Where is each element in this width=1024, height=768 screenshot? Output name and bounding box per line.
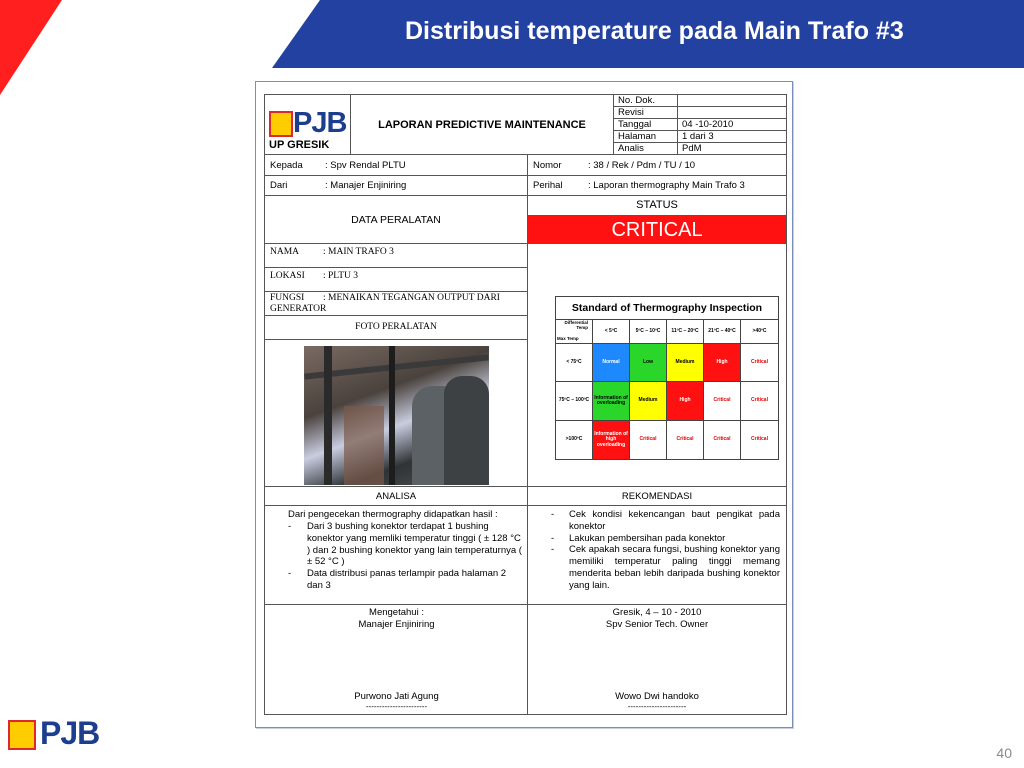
- rekomendasi-item: [551, 544, 780, 591]
- meta-value-analis: PdM: [682, 143, 702, 154]
- status-cell: Medium: [667, 344, 704, 382]
- dari-label: Dari: [270, 180, 288, 191]
- lightning-icon: [8, 720, 36, 750]
- nama-row: [265, 244, 528, 268]
- rekomendasi-item-text: Lakukan pembersihan pada konektor: [569, 532, 726, 544]
- corner-top-label: Differential Temp: [564, 320, 588, 330]
- meta-label-halaman: Halaman: [614, 131, 678, 143]
- photo-tank: [444, 376, 489, 485]
- thermo-corner: [556, 320, 593, 344]
- nama-label: NAMA: [270, 247, 300, 257]
- logo-sub: UP GRESIK: [269, 139, 330, 151]
- meta-value-no-dok: [678, 95, 786, 107]
- photo-wall: [344, 406, 384, 485]
- left-signature-block: [265, 605, 528, 714]
- meta-label-revisi: Revisi: [614, 107, 678, 119]
- lightning-icon: [269, 111, 293, 137]
- nomor-row: [528, 155, 786, 176]
- rekomendasi-item: [551, 509, 780, 533]
- rekomendasi-item: [551, 533, 780, 545]
- row-header: < 75ºC: [556, 344, 593, 382]
- bullet-dash: -: [551, 544, 555, 556]
- nama-value: : MAIN TRAFO 3: [323, 247, 394, 257]
- rekomendasi-item-text: Cek kondisi kekencangan baut pengikat pada konektor: [569, 509, 780, 532]
- status-cell: Critical: [741, 344, 778, 382]
- fungsi-value-line2: GENERATOR: [270, 304, 327, 314]
- logo-text: PJB: [293, 107, 347, 139]
- analisa-list: [288, 521, 523, 592]
- col-header: 11ºC – 20ºC: [667, 320, 704, 344]
- meta-label-no-dok: No. Dok.: [614, 95, 678, 107]
- status-cell: High: [704, 344, 741, 382]
- thermography-standard-table: [555, 296, 779, 460]
- mengetahui-role: Manajer Enjiniring: [358, 619, 435, 630]
- analisa-item: [288, 568, 523, 592]
- analisa-item: [288, 521, 523, 568]
- lokasi-row: [265, 268, 528, 292]
- row-header: 75ºC – 100ºC: [556, 382, 593, 421]
- bullet-dash: -: [288, 568, 292, 580]
- fungsi-label: FUNGSI: [270, 293, 305, 303]
- slide-title: Distribusi temperature pada Main Trafo #3: [405, 17, 904, 45]
- rekomendasi-heading: REKOMENDASI: [528, 486, 786, 506]
- analisa-item-text: Dari 3 bushing konektor terdapat 1 bushing konektor yang memliki temperatur tinggi ( ± 128 °C ) dan 2 bushing konektor yang lain temperaturnya ( ± 52 °C ): [307, 521, 522, 568]
- bullet-dash: -: [288, 521, 292, 532]
- photo-pillar: [324, 346, 332, 485]
- analisa-content: [265, 506, 528, 605]
- left-signature-line: -----------------------: [365, 702, 428, 711]
- meta-label-analis: Analis: [614, 143, 678, 155]
- page-number: 40: [996, 745, 1012, 761]
- col-header: >40ºC: [741, 320, 778, 344]
- fungsi-row: [265, 292, 528, 316]
- dari-row: [265, 176, 528, 196]
- fungsi-value: : MENAIKAN TEGANGAN OUTPUT DARI: [323, 293, 500, 303]
- mengetahui-label: Mengetahui :: [369, 607, 424, 618]
- doc-meta-table: [614, 95, 786, 155]
- lokasi-value: : PLTU 3: [323, 271, 359, 281]
- right-signature-block: [528, 605, 786, 714]
- status-cell: Low: [630, 344, 667, 382]
- thermo-title: Standard of Thermography Inspection: [556, 297, 778, 320]
- analisa-intro: Dari pengecekan thermography didapatkan hasil :: [288, 509, 498, 520]
- status-cell: Information of high overloading: [593, 421, 630, 459]
- dari-value: : Manajer Enjiniring: [325, 180, 407, 191]
- perihal-row: [528, 176, 786, 196]
- meta-value-revisi: [678, 107, 786, 119]
- analisa-item-text: Data distribusi panas terlampir pada halaman 2 dan 3: [307, 568, 507, 591]
- right-role: Spv Senior Tech. Owner: [605, 619, 709, 630]
- nomor-label: Nomor: [533, 160, 562, 171]
- nomor-value: : 38 / Rek / Pdm / TU / 10: [588, 160, 696, 171]
- right-signature-line: ----------------------: [627, 702, 687, 711]
- meta-value-tanggal: 04 -10-2010: [678, 119, 786, 131]
- foto-peralatan-heading: FOTO PERALATAN: [265, 316, 528, 340]
- meta-label-tanggal: Tanggal: [614, 119, 678, 131]
- main-trafo-photo: [304, 346, 489, 485]
- bullet-dash: -: [551, 509, 555, 520]
- bottom-logo-text: PJB: [40, 715, 100, 751]
- status-cell: Critical: [741, 382, 778, 421]
- kepada-value: : Spv Rendal PLTU: [325, 160, 406, 171]
- report-title: LAPORAN PREDICTIVE MAINTENANCE: [351, 95, 614, 155]
- status-cell: Normal: [593, 344, 630, 382]
- row-header: >100ºC: [556, 421, 593, 459]
- status-cell: Critical: [667, 421, 704, 459]
- status-cell: Critical: [751, 436, 768, 443]
- meta-value-halaman: 1 dari 3: [678, 131, 786, 143]
- report-document: [255, 81, 793, 728]
- photo-pillar: [389, 346, 395, 485]
- kepada-label: Kepada: [270, 160, 303, 171]
- col-header: < 5ºC: [593, 320, 630, 344]
- place-date: Gresik, 4 – 10 - 2010: [612, 607, 702, 618]
- status-cell: Information of overloading: [593, 382, 630, 421]
- lokasi-label: LOKASI: [270, 271, 305, 281]
- pjb-logo: [269, 107, 346, 140]
- report-form: [264, 94, 787, 715]
- kepada-row: [265, 155, 528, 176]
- right-signer-name: Wowo Dwi handoko: [615, 691, 699, 702]
- col-header: 21ºC – 40ºC: [704, 320, 741, 344]
- left-signer-name: Purwono Jati Agung: [354, 691, 439, 702]
- red-corner-shape: [0, 0, 62, 95]
- data-peralatan-heading: DATA PERALATAN: [265, 196, 528, 244]
- col-header: 5ºC – 10ºC: [630, 320, 667, 344]
- status-cell: Medium: [630, 382, 667, 421]
- rekomendasi-item-text: Cek apakah secara fungsi, bushing konektor yang memiliki temperatur paling tinggi memang menderita beban lebih daripada bushing konektor yang lain.: [569, 544, 780, 591]
- status-cell: High: [667, 382, 704, 421]
- photo-cell: [265, 340, 528, 486]
- perihal-value: : Laporan thermography Main Trafo 3: [588, 180, 745, 191]
- perihal-label: Perihal: [533, 180, 563, 191]
- bottom-pjb-logo: [8, 715, 113, 754]
- rekomendasi-list: [551, 509, 780, 592]
- logo-cell: [265, 95, 351, 155]
- rekomendasi-content: [528, 506, 786, 605]
- status-critical-badge: CRITICAL: [528, 216, 786, 244]
- bullet-dash: -: [551, 532, 555, 544]
- analisa-heading: ANALISA: [265, 486, 528, 506]
- status-cell: Critical: [704, 421, 741, 459]
- status-cell: Critical: [630, 421, 667, 459]
- status-cell: Critical: [704, 382, 741, 421]
- status-heading: STATUS: [528, 196, 786, 216]
- corner-bottom-label: Max Temp: [557, 336, 579, 342]
